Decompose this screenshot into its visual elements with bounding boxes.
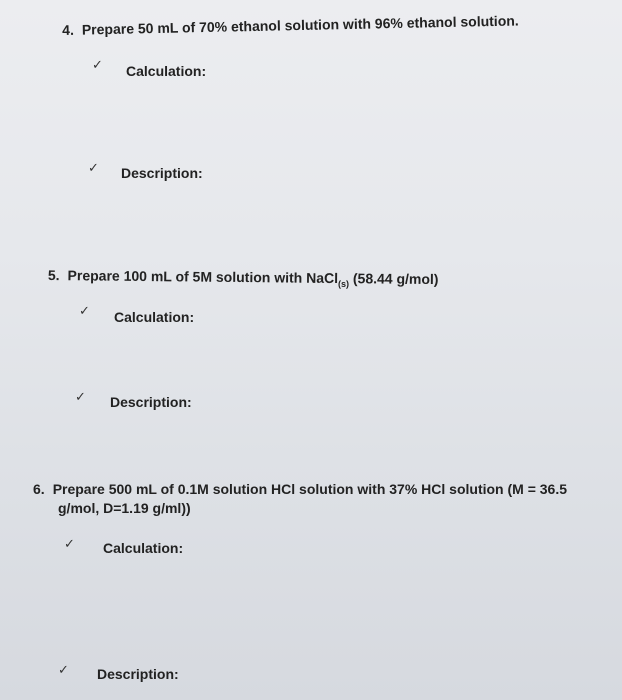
question-6 [33,480,567,499]
question-text: Prepare 50 mL of 70% ethanol solution with 96% ethanol solution. [81,12,519,38]
check-icon: ✓ [75,389,86,404]
question-text: Prepare 500 mL of 0.1M solution HCl solution with 37% HCl solution (M = 36.5 [52,481,568,497]
question-text: Prepare 100 mL of 5M solution with NaCl [67,267,339,287]
check-icon: ✓ [64,536,75,551]
question-number: 6. [33,481,45,497]
calculation-label: Calculation: [126,63,207,79]
description-label: Description: [97,666,179,682]
question-4 [62,11,519,40]
question-5 [48,266,439,295]
check-icon: ✓ [79,303,90,318]
calculation-label: Calculation: [103,540,184,556]
check-icon: ✓ [92,57,103,72]
description-label: Description: [121,165,203,181]
molar-mass-text: (58.44 g/mol) [348,270,439,288]
check-icon: ✓ [88,160,99,175]
description-label: Description: [110,394,192,410]
question-number: 5. [47,266,60,284]
check-icon: ✓ [58,662,69,677]
state-subscript: (s) [337,278,350,289]
question-6-continued: g/mol, D=1.19 g/ml)) [58,500,191,516]
question-number: 4. [62,21,75,38]
calculation-label: Calculation: [114,309,195,325]
